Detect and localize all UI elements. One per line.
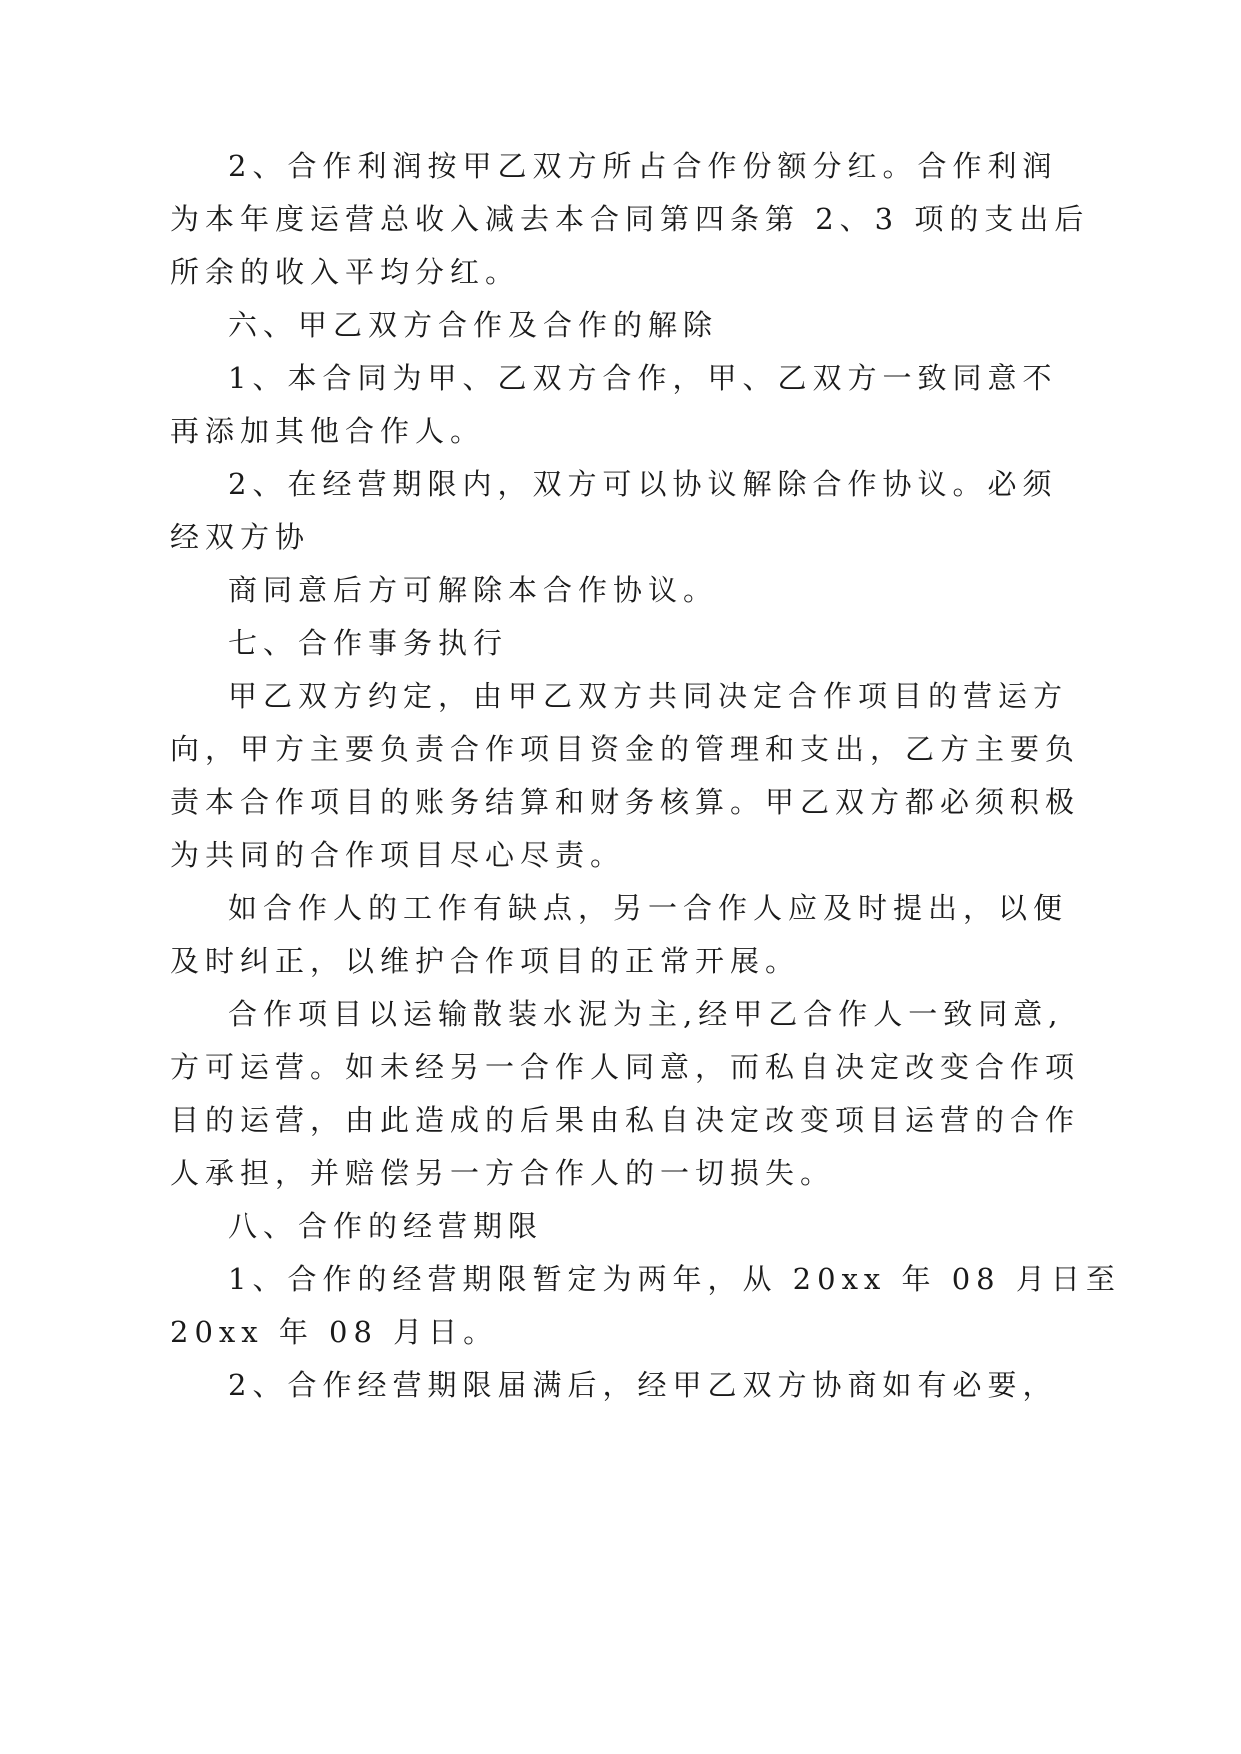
text-line: 如合作人的工作有缺点，另一合作人应及时提出，以便 xyxy=(228,891,1069,925)
text-line: 合作项目以运输散装水泥为主,经甲乙合作人一致同意, xyxy=(228,997,1064,1031)
text-line: 20xx 年 08 月日。 xyxy=(170,1315,499,1349)
text-line: 所余的收入平均分红。 xyxy=(170,255,521,289)
text-line: 为共同的合作项目尽心尽责。 xyxy=(170,838,626,872)
text-line: 再添加其他合作人。 xyxy=(170,414,486,448)
text-line: 向，甲方主要负责合作项目资金的管理和支出，乙方主要负 xyxy=(170,732,1081,766)
text-line: 商同意后方可解除本合作协议。 xyxy=(228,573,719,607)
text-line: 责本合作项目的账务结算和财务核算。甲乙双方都必须积极 xyxy=(170,785,1081,819)
text-line: 甲乙双方约定，由甲乙双方共同决定合作项目的营运方 xyxy=(228,679,1069,713)
text-line: 1、本合同为甲、乙双方合作，甲、乙双方一致同意不 xyxy=(228,361,1058,395)
text-line: 1、合作的经营期限暂定为两年，从 20xx 年 08 月日至 xyxy=(228,1262,1121,1296)
text-line: 人承担，并赔偿另一方合作人的一切损失。 xyxy=(170,1156,836,1190)
text-line: 经双方协 xyxy=(170,520,311,554)
text-line: 目的运营，由此造成的后果由私自决定改变项目运营的合作 xyxy=(170,1103,1081,1137)
text-line: 2、合作利润按甲乙双方所占合作份额分红。合作利润 xyxy=(228,149,1058,183)
text-line: 及时纠正，以维护合作项目的正常开展。 xyxy=(170,944,801,978)
section-heading: 六、甲乙双方合作及合作的解除 xyxy=(228,308,719,342)
text-line: 2、合作经营期限届满后，经甲乙双方协商如有必要， xyxy=(228,1368,1058,1402)
text-line: 方可运营。如未经另一合作人同意，而私自决定改变合作项 xyxy=(170,1050,1081,1084)
section-heading: 七、合作事务执行 xyxy=(228,626,509,660)
text-line: 2、在经营期限内，双方可以协议解除合作协议。必须 xyxy=(228,467,1058,501)
section-heading: 八、合作的经营期限 xyxy=(228,1209,544,1243)
text-line: 为本年度运营总收入减去本合同第四条第 2、3 项的支出后 xyxy=(170,202,1090,236)
